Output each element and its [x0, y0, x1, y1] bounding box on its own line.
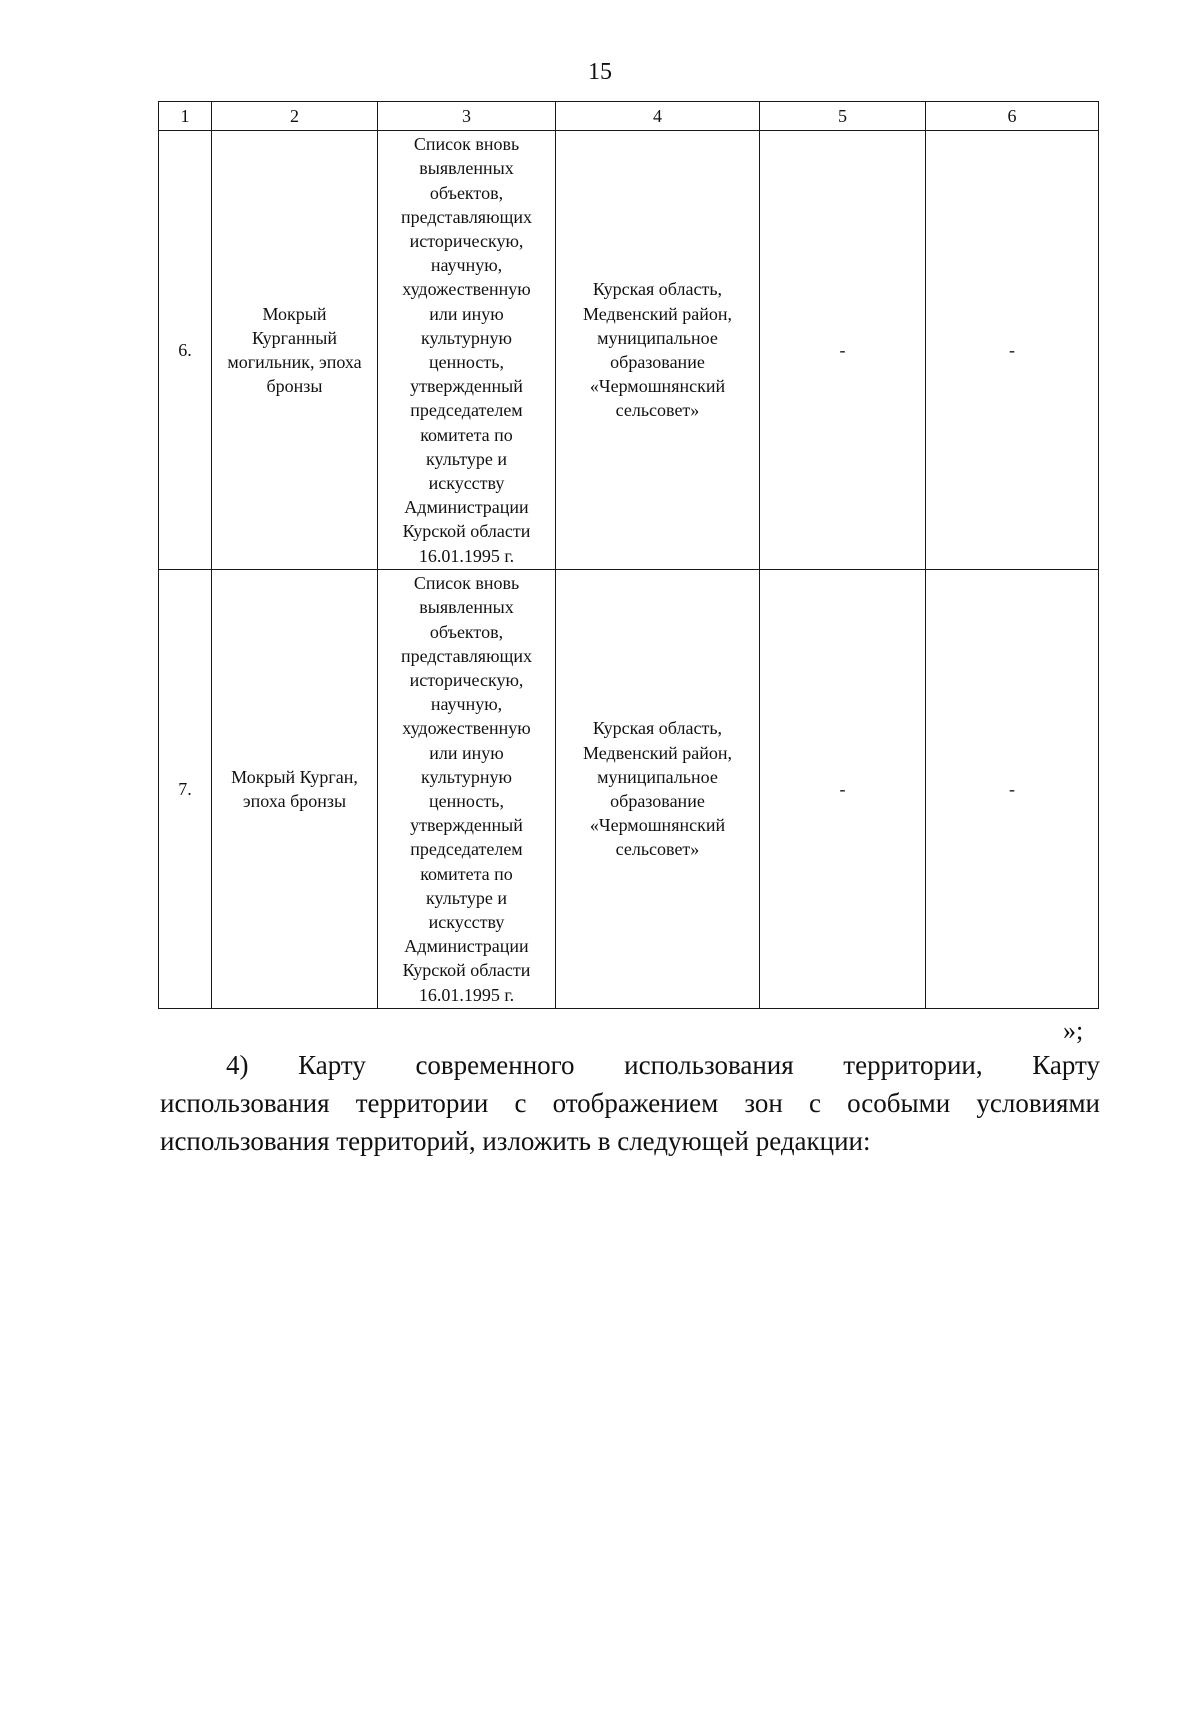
basis-document-line: выявленных [419, 158, 514, 179]
row-number-cell: 6. [159, 131, 212, 570]
column-header: 3 [378, 102, 556, 131]
basis-document-line: Список вновь [413, 134, 520, 155]
location-cell [556, 131, 760, 570]
object-name-line: могильник, эпоха [227, 352, 362, 372]
basis-document-line: представляющих [400, 645, 533, 666]
object-name-line: бронзы [266, 376, 323, 397]
basis-document-line: выявленных [419, 597, 514, 618]
location-cell [556, 570, 760, 1009]
basis-document-line: председателем [410, 400, 523, 421]
basis-document-line: Курской области [402, 960, 531, 981]
column-6-cell: - [926, 570, 1099, 1009]
basis-document-line: утвержденный [410, 376, 523, 397]
basis-document-line: утвержденный [410, 815, 523, 836]
location-line: Курская область, [592, 718, 723, 739]
column-5-cell: - [760, 570, 926, 1009]
table-row [159, 570, 1099, 1009]
column-5-cell: - [760, 131, 926, 570]
heritage-objects-table [158, 101, 1099, 1009]
paragraph-line-2 [160, 1084, 1100, 1122]
column-header: 6 [926, 102, 1099, 131]
basis-document-line: или иную [429, 303, 504, 324]
table-header-row [159, 102, 1099, 131]
object-name-cell [212, 131, 378, 570]
paragraph-word: использования [160, 1088, 330, 1118]
basis-document-line: 16.01.1995 г. [418, 984, 515, 1005]
location-line: образование [610, 791, 705, 811]
basis-document-line: Администрации [404, 497, 529, 518]
basis-document-line: историческую, [409, 669, 524, 690]
object-name-cell [212, 570, 378, 1009]
location-line: образование [610, 352, 705, 372]
basis-document-line: культуре и [426, 448, 507, 469]
basis-document-line: 16.01.1995 г. [418, 545, 515, 566]
paragraph-word: особыми [847, 1088, 951, 1118]
amendment-paragraph [160, 1046, 1100, 1160]
paragraph-word: с [514, 1088, 527, 1118]
location-line: сельсовет» [615, 400, 700, 421]
closing-quote-mark: »; [1063, 1016, 1084, 1045]
basis-document-line: объектов, [429, 182, 504, 203]
paragraph-word: Карту [298, 1050, 366, 1080]
paragraph-line-3: использования территорий, изложить в следующей редакции: [160, 1126, 871, 1156]
table-row [159, 131, 1099, 570]
paragraph-word: зон [744, 1088, 783, 1118]
paragraph-word: с [808, 1088, 821, 1118]
basis-document-line: Список вновь [413, 573, 520, 594]
object-name-line: эпоха бронзы [242, 791, 347, 811]
basis-document-line: искусству [428, 912, 505, 933]
basis-document-cell [378, 131, 556, 570]
paragraph-word: отображением [552, 1088, 719, 1118]
page-number: 15 [588, 59, 612, 85]
row-number-cell: 7. [159, 570, 212, 1009]
basis-document-line: представляющих [400, 206, 533, 227]
column-header: 2 [212, 102, 378, 131]
location-line: «Чермошнянский [589, 815, 726, 836]
basis-document-line: комитета по [420, 863, 513, 884]
object-name-line: Курганный [251, 327, 338, 348]
basis-document-line: искусству [428, 473, 505, 494]
basis-document-line: художественную [402, 718, 531, 739]
paragraph-word: условиями [976, 1088, 1100, 1118]
location-line: Медвенский район, [583, 303, 732, 324]
basis-document-line: научную, [430, 694, 503, 715]
basis-document-line: комитета по [420, 424, 513, 445]
basis-document-line: культурную [421, 766, 512, 787]
column-header: 1 [159, 102, 212, 131]
location-line: муниципальное [597, 766, 718, 787]
basis-document-line: Курской области [402, 521, 531, 542]
basis-document-line: историческую, [409, 230, 524, 251]
basis-document-line: культуре и [426, 887, 507, 908]
location-line: сельсовет» [615, 839, 700, 860]
column-header: 4 [556, 102, 760, 131]
object-name-line: Мокрый Курган, [231, 766, 358, 787]
location-line: Курская область, [592, 279, 723, 300]
basis-document-line: культурную [421, 327, 512, 348]
column-6-cell: - [926, 131, 1099, 570]
basis-document-line: научную, [430, 255, 503, 276]
location-line: «Чермошнянский [589, 376, 726, 397]
basis-document-line: объектов, [429, 621, 504, 642]
object-name-line: Мокрый [262, 303, 327, 324]
location-line: Медвенский район, [583, 742, 732, 763]
paragraph-word: 4) [226, 1050, 249, 1080]
basis-document-line: ценность, [429, 791, 504, 811]
basis-document-line: Администрации [404, 936, 529, 957]
paragraph-word: Карту [1032, 1050, 1100, 1080]
basis-document-line: художественную [402, 279, 531, 300]
basis-document-line: ценность, [429, 352, 504, 372]
paragraph-line-1 [160, 1046, 1100, 1084]
basis-document-line: председателем [410, 839, 523, 860]
location-line: муниципальное [597, 327, 718, 348]
basis-document-cell [378, 570, 556, 1009]
paragraph-word: территории, [843, 1050, 983, 1080]
basis-document-line: или иную [429, 742, 504, 763]
column-header: 5 [760, 102, 926, 131]
paragraph-word: современного [415, 1050, 575, 1080]
paragraph-word: использования [624, 1050, 794, 1080]
paragraph-word: территории [355, 1088, 489, 1118]
